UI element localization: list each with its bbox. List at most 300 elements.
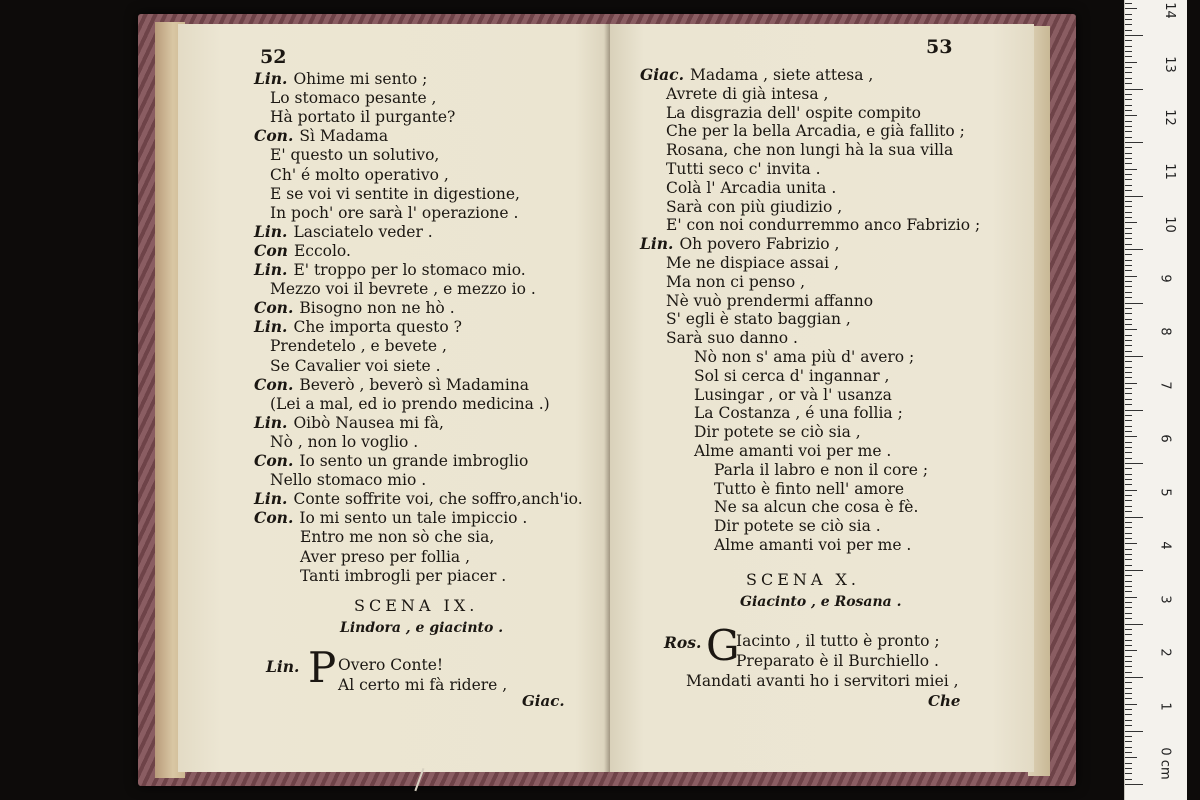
verse-line: Al certo mi fà ridere , <box>338 676 508 694</box>
ruler-tick <box>1125 249 1143 250</box>
ruler-tick <box>1125 238 1132 239</box>
ruler-tick <box>1125 517 1143 518</box>
ruler-tick <box>1125 436 1137 437</box>
ruler-tick <box>1125 698 1132 699</box>
ruler-label: 9 <box>1157 273 1173 283</box>
verse-line <box>694 404 903 422</box>
ruler-tick <box>1125 559 1132 560</box>
verse-line <box>666 310 851 328</box>
verse-text: Sarà con più giudizio , <box>666 197 843 216</box>
verse-text: Lusingar , or và l' usanza <box>694 385 892 404</box>
scene-characters: Lindora , e giacinto . <box>340 620 504 636</box>
ruler-tick <box>1125 533 1132 534</box>
verse-text: Io sento un grande imbroglio <box>299 452 529 470</box>
verse-line <box>666 216 980 234</box>
verse-line <box>666 141 953 159</box>
ruler-tick <box>1125 297 1132 298</box>
ruler-tick <box>1125 367 1132 368</box>
verse-text: E' con noi condurremmo anco Fabrizio ; <box>666 216 981 235</box>
ruler-tick <box>1125 500 1132 501</box>
verse-line <box>666 160 821 178</box>
verse-text: Lasciatelo veder . <box>293 222 433 241</box>
ruler-tick <box>1125 356 1143 357</box>
ruler-tick <box>1125 286 1132 287</box>
verse-text: Ne sa alcun che cosa è fè. <box>714 498 919 517</box>
ruler-tick <box>1125 602 1132 603</box>
verse-line <box>640 235 839 253</box>
ruler-label: 7 <box>1157 380 1173 390</box>
verse-line <box>714 517 881 535</box>
ruler-tick <box>1125 468 1132 469</box>
ruler-tick <box>1125 757 1137 758</box>
ruler-tick <box>1125 447 1132 448</box>
ruler-tick <box>1125 115 1137 116</box>
ruler-tick <box>1125 30 1132 31</box>
ruler-tick <box>1125 779 1132 780</box>
ruler-tick <box>1125 624 1143 625</box>
ruler-tick <box>1125 736 1132 737</box>
ruler-tick <box>1125 672 1132 673</box>
speaker-label: Lin. <box>254 412 288 432</box>
ruler-tick <box>1125 693 1132 694</box>
speaker-label: Con. <box>254 126 294 146</box>
ruler-tick <box>1125 597 1137 598</box>
ruler-tick <box>1125 121 1132 122</box>
ruler-tick <box>1125 506 1132 507</box>
verse-line <box>694 367 889 385</box>
verse-line <box>254 261 526 279</box>
ruler-tick <box>1125 67 1132 68</box>
ruler-tick <box>1125 549 1132 550</box>
speaker-label: Ros. <box>664 633 702 652</box>
ruler-label: 13 <box>1161 55 1177 73</box>
catchword: Che <box>928 692 961 710</box>
verse-text: Se Cavalier voi siete . <box>270 356 441 375</box>
ruler-tick <box>1125 303 1143 304</box>
ruler-tick <box>1125 458 1132 459</box>
ruler-tick <box>1125 666 1132 667</box>
ruler-tick <box>1125 420 1132 421</box>
verse-line <box>254 452 528 470</box>
verse-text: Me ne dispiace assai , <box>666 254 839 272</box>
ruler-tick <box>1125 228 1132 229</box>
verse-line <box>270 166 449 184</box>
verse-line <box>714 498 918 516</box>
ruler-tick <box>1125 688 1132 689</box>
speaker-label: Lin. <box>266 657 300 676</box>
ruler-tick <box>1125 72 1132 73</box>
ruler-tick <box>1125 254 1132 255</box>
ruler-tick <box>1125 265 1132 266</box>
verse-line <box>270 185 520 203</box>
ruler-tick <box>1125 51 1132 52</box>
ruler-tick <box>1125 463 1143 464</box>
ruler-tick <box>1125 538 1132 539</box>
ruler-label: 10 <box>1161 216 1177 233</box>
ruler-tick <box>1125 345 1132 346</box>
ruler-tick <box>1125 404 1132 405</box>
verse-text: Ohime mi sento ; <box>293 70 428 88</box>
ruler-tick <box>1125 105 1132 106</box>
scene-characters: Giacinto , e Rosana . <box>740 594 902 610</box>
ruler-tick <box>1125 270 1132 271</box>
left-page <box>178 24 610 772</box>
verse-text: Tutto è finto nell' amore <box>714 479 905 498</box>
ruler-tick <box>1125 618 1132 619</box>
speaker-label: Lin. <box>254 489 288 509</box>
ruler-tick <box>1125 142 1143 143</box>
ruler-tick <box>1125 383 1137 384</box>
verse-line <box>714 536 911 554</box>
ruler-label: 2 <box>1157 648 1173 657</box>
verse-line <box>666 85 828 103</box>
ruler-tick <box>1125 89 1143 90</box>
verse-text: Mezzo voi il bevrete , e mezzo io . <box>270 280 536 299</box>
ruler-tick <box>1125 763 1132 764</box>
ruler-tick <box>1125 393 1132 394</box>
verse-text: Sì Madama <box>299 127 389 146</box>
verse-line <box>270 357 441 375</box>
speaker-label: Lin. <box>254 260 288 279</box>
verse-text: La Costanza , é una follia ; <box>694 404 903 423</box>
ruler-tick <box>1125 169 1137 170</box>
ruler-tick <box>1125 522 1132 523</box>
ruler-tick <box>1125 570 1143 571</box>
verse-line <box>270 433 418 451</box>
verse-line <box>254 376 529 394</box>
verse-line <box>300 567 506 585</box>
verse-line <box>254 223 433 241</box>
verse-text: Nò , non lo voglio . <box>270 432 419 451</box>
verse-line <box>666 122 965 140</box>
speaker-label: Lin. <box>254 221 288 241</box>
ruler-tick <box>1125 752 1132 753</box>
speaker-label: Lin. <box>254 69 288 88</box>
verse-line <box>694 386 892 404</box>
verse-line <box>666 273 805 291</box>
ruler-tick <box>1125 372 1132 373</box>
verse-line: Mandati avanti ho i servitori miei , <box>686 672 959 690</box>
ruler-tick <box>1125 153 1132 154</box>
page-number: 52 <box>260 46 287 68</box>
verse-text: Che importa questo ? <box>293 318 462 337</box>
scene-title: SCENA IX. <box>354 596 479 615</box>
verse-text: Bisogno non ne hò . <box>299 299 455 318</box>
verse-text: Sol si cerca d' ingannar , <box>694 366 890 385</box>
ruler-tick <box>1125 784 1143 785</box>
ruler-tick <box>1125 377 1132 378</box>
page-number: 53 <box>926 36 953 58</box>
verse-line <box>254 509 527 527</box>
verse-line: Iacinto , il tutto è pronto ; <box>736 632 940 650</box>
ruler-tick <box>1125 704 1137 705</box>
ruler-tick <box>1125 260 1132 261</box>
ruler-tick <box>1125 292 1132 293</box>
verse-text: Alme amanti voi per me . <box>714 536 912 554</box>
ruler-tick <box>1125 426 1132 427</box>
verse-line <box>270 146 439 164</box>
verse-text: Aver preso per follia , <box>300 547 471 566</box>
ruler-tick <box>1125 554 1132 555</box>
ruler-tick <box>1125 340 1132 341</box>
verse-text: E se voi vi sentite in digestione, <box>270 184 520 203</box>
speaker-label: Con. <box>254 508 294 528</box>
ruler-tick <box>1125 83 1132 84</box>
verse-text: Eccolo. <box>293 241 351 260</box>
ruler-tick <box>1125 94 1132 95</box>
drop-cap-letter: P <box>308 643 337 692</box>
ruler-tick <box>1125 46 1132 47</box>
verse-line <box>666 179 836 197</box>
verse-line <box>300 528 494 546</box>
ruler-tick <box>1125 661 1132 662</box>
ruler-tick <box>1125 62 1137 63</box>
verse-text: Oibò Nausea mi fà, <box>293 413 444 432</box>
ruler-tick <box>1125 656 1132 657</box>
speaker-label: Con. <box>254 374 294 394</box>
verse-line <box>254 414 444 432</box>
verse-text: Lo stomaco pesante , <box>270 89 437 108</box>
verse-text: In poch' ore sarà l' operazione . <box>270 203 519 222</box>
verse-text: Tutti seco c' invita . <box>666 160 821 178</box>
verse-line <box>270 204 518 222</box>
ruler-tick <box>1125 147 1132 148</box>
ruler-tick <box>1125 179 1132 180</box>
ruler-label: 3 <box>1157 594 1173 604</box>
verse-line: Preparato è il Burchiello . <box>736 652 939 670</box>
ruler-tick <box>1125 682 1132 683</box>
speaker-label: Con <box>254 240 288 260</box>
ruler-tick <box>1125 714 1132 715</box>
ruler-label: 4 <box>1157 541 1173 550</box>
verse-line <box>254 242 351 260</box>
verse-line: Overo Conte! <box>338 656 444 674</box>
verse-line <box>666 198 842 216</box>
ruler-label: 11 <box>1161 162 1177 180</box>
ruler-tick <box>1125 24 1132 25</box>
ruler-tick <box>1125 479 1132 480</box>
ruler-tick <box>1125 217 1132 218</box>
ruler-label: 12 <box>1161 109 1177 126</box>
verse-line <box>270 89 436 107</box>
verse-text: Madama , siete attesa , <box>690 66 874 84</box>
measurement-ruler <box>1124 0 1187 800</box>
ruler-tick <box>1125 650 1137 651</box>
ruler-tick <box>1125 607 1132 608</box>
verse-line <box>666 292 873 310</box>
ruler-tick <box>1125 613 1132 614</box>
ruler-tick <box>1125 174 1132 175</box>
verse-line <box>270 280 536 298</box>
verse-text: S' egli è stato baggian , <box>666 310 851 329</box>
verse-text: Alme amanti voi per me . <box>694 442 892 460</box>
ruler-tick <box>1125 110 1132 111</box>
verse-text: Oh povero Fabrizio , <box>679 235 840 254</box>
ruler-label: 1 <box>1157 701 1173 711</box>
ruler-tick <box>1125 222 1137 223</box>
ruler-tick <box>1125 212 1132 213</box>
ruler-tick <box>1125 575 1132 576</box>
ruler-tick <box>1125 276 1137 277</box>
ruler-tick <box>1125 399 1132 400</box>
ruler-tick <box>1125 201 1132 202</box>
ruler-label: 5 <box>1157 487 1173 497</box>
verse-line <box>666 329 798 347</box>
ruler-tick <box>1125 56 1132 57</box>
verse-line <box>714 461 928 479</box>
verse-text: Nello stomaco mio . <box>270 471 427 490</box>
scene-title: SCENA X. <box>746 570 860 589</box>
speaker-label: Con. <box>254 451 294 470</box>
speaker-label: Giac. <box>640 65 685 84</box>
ruler-tick <box>1125 634 1132 635</box>
ruler-tick <box>1125 78 1132 79</box>
ruler-tick <box>1125 335 1132 336</box>
verse-text: Tanti imbrogli per piacer . <box>300 566 507 585</box>
ruler-tick <box>1125 19 1132 20</box>
ruler-label: 8 <box>1157 327 1173 336</box>
ruler-tick <box>1125 319 1132 320</box>
dropcap-block <box>664 634 707 652</box>
verse-line <box>640 66 873 84</box>
verse-text: Io mi sento un tale impiccio . <box>299 509 528 528</box>
ruler-tick <box>1125 40 1132 41</box>
verse-line <box>254 318 462 336</box>
ruler-tick <box>1125 206 1132 207</box>
ruler-tick <box>1125 543 1137 544</box>
verse-text: Prendetelo , e bevete , <box>270 337 447 356</box>
ruler-tick <box>1125 137 1132 138</box>
ruler-tick <box>1125 131 1132 132</box>
verse-text: Colà l' Arcadia unita . <box>666 178 837 197</box>
ruler-label: 6 <box>1157 434 1173 443</box>
verse-text: E' troppo per lo stomaco mio. <box>293 261 526 279</box>
ruler-tick <box>1125 281 1132 282</box>
ruler-tick <box>1125 388 1132 389</box>
verse-line <box>714 480 904 498</box>
ruler-tick <box>1125 313 1132 314</box>
verse-text: Hà portato il purgante? <box>270 108 456 127</box>
ruler-tick <box>1125 474 1132 475</box>
verse-text: Conte soffrite voi, che soffro,anch'io. <box>293 490 583 509</box>
verse-text: Nò non s' ama più d' avero ; <box>694 348 915 366</box>
ruler-tick <box>1125 640 1132 641</box>
verse-line <box>694 442 891 460</box>
ruler-tick <box>1125 490 1137 491</box>
ruler-tick <box>1125 361 1132 362</box>
verse-line <box>300 548 470 566</box>
verse-text: Beverò , beverò sì Madamina <box>299 375 530 394</box>
ruler-tick <box>1125 163 1132 164</box>
verse-text: (Lei a mal, ed io prendo medicina .) <box>270 394 550 413</box>
ruler-tick <box>1125 709 1132 710</box>
ruler-tick <box>1125 731 1143 732</box>
ruler-tick <box>1125 196 1143 197</box>
ruler-tick <box>1125 591 1132 592</box>
verse-line <box>694 348 914 366</box>
verse-line <box>270 337 447 355</box>
ruler-tick <box>1125 565 1132 566</box>
ruler-tick <box>1125 351 1132 352</box>
verse-line <box>694 423 861 441</box>
ruler-label: 0 cm <box>1157 747 1173 780</box>
ruler-tick <box>1125 527 1132 528</box>
ruler-tick <box>1125 484 1132 485</box>
verse-line <box>666 254 839 272</box>
ruler-tick <box>1125 415 1132 416</box>
verse-text: E' questo un solutivo, <box>270 146 440 165</box>
speaker-label: Con. <box>254 298 294 318</box>
ruler-tick <box>1125 324 1132 325</box>
verse-text: Ch' é molto operativo , <box>270 165 449 184</box>
verse-line <box>254 70 427 88</box>
ruler-label: 14 <box>1161 2 1177 19</box>
verse-text: Dir potete se ciò sia , <box>694 423 861 442</box>
right-page <box>610 24 1034 772</box>
speaker-label: Lin. <box>254 317 288 337</box>
verse-text: Rosana, che non lungi hà la sua villa <box>666 141 954 160</box>
ruler-tick <box>1125 586 1132 587</box>
ruler-tick <box>1125 720 1132 721</box>
ruler-tick <box>1125 747 1132 748</box>
ruler-tick <box>1125 126 1132 127</box>
ruler-tick <box>1125 35 1143 36</box>
ruler-tick <box>1125 190 1132 191</box>
ruler-tick <box>1125 452 1132 453</box>
verse-text: Ma non ci penso , <box>666 272 806 291</box>
ruler-tick <box>1125 185 1132 186</box>
ruler-tick <box>1125 645 1132 646</box>
verse-line <box>254 299 455 317</box>
ruler-tick <box>1125 431 1132 432</box>
verse-text: Che per la bella Arcadia, e già fallito ; <box>666 122 965 141</box>
ruler-tick <box>1125 773 1132 774</box>
verse-line <box>270 395 550 413</box>
verse-text: Dir potete se ciò sia . <box>714 517 881 536</box>
catchword: Giac. <box>522 692 565 710</box>
verse-line <box>666 104 921 122</box>
ruler-tick <box>1125 725 1132 726</box>
ruler-tick <box>1125 308 1132 309</box>
ruler-tick <box>1125 244 1132 245</box>
verse-line <box>254 490 583 508</box>
dropcap-block <box>266 658 305 676</box>
ruler-tick <box>1125 410 1143 411</box>
ruler-tick <box>1125 511 1132 512</box>
speaker-label: Lin. <box>640 234 674 254</box>
verse-text: Sarà suo danno . <box>666 329 798 348</box>
drop-cap-letter: G <box>706 621 740 670</box>
ruler-tick <box>1125 741 1132 742</box>
verse-text: Avrete di già intesa , <box>666 84 829 103</box>
ruler-tick <box>1125 677 1143 678</box>
ruler-tick <box>1125 8 1137 9</box>
verse-text: Parla il labro e non il core ; <box>714 460 929 479</box>
ruler-tick <box>1125 329 1137 330</box>
verse-line <box>270 471 426 489</box>
ruler-tick <box>1125 629 1132 630</box>
ruler-tick <box>1125 581 1132 582</box>
ruler-tick <box>1125 233 1132 234</box>
verse-text: Entro me non sò che sia, <box>300 528 495 547</box>
verse-line <box>270 108 455 126</box>
verse-text: La disgrazia dell' ospite compito <box>666 103 922 122</box>
ruler-tick <box>1125 495 1132 496</box>
ruler-tick <box>1125 14 1132 15</box>
verse-line <box>254 127 388 145</box>
ruler-tick <box>1125 158 1132 159</box>
ruler-tick <box>1125 3 1132 4</box>
